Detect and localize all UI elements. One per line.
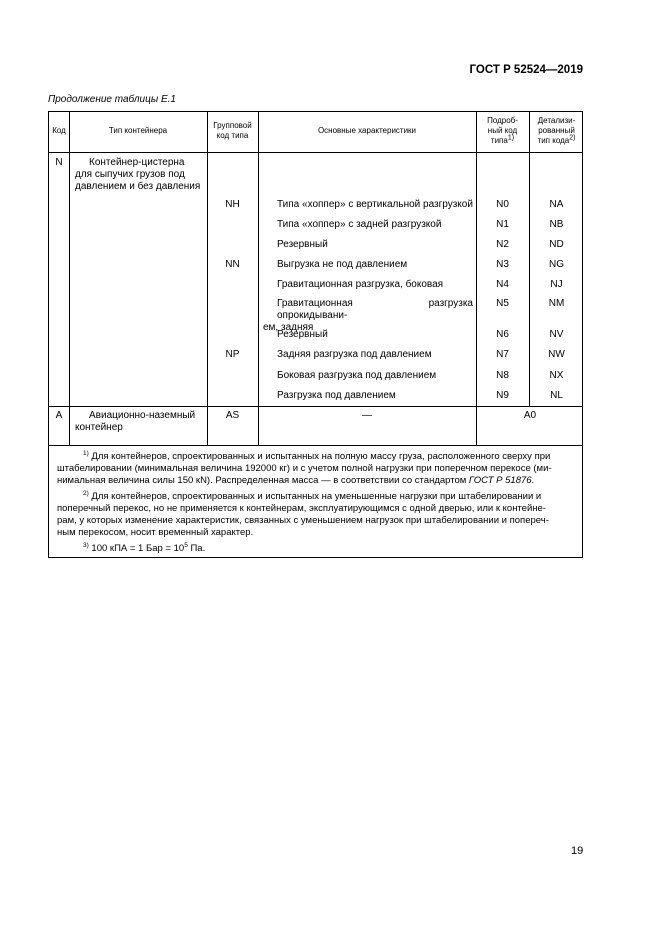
footnote-3: $^{3)}$ 100 кПА = 1 Бар = $10^5$ Па. xyxy=(83,541,206,554)
row-detailed-code: NW xyxy=(548,349,565,360)
row-characteristic: Выгрузка не под давлением xyxy=(277,259,408,270)
code-a: A xyxy=(55,410,63,421)
header-detailed-line1: Детализи- xyxy=(537,116,576,125)
row-detailed-code: NG xyxy=(549,259,564,270)
type-n-line2: для сыпучих грузов под xyxy=(75,169,185,180)
header-detail-line1: Подроб- xyxy=(487,116,518,125)
row-detailed-code: NX xyxy=(549,370,564,381)
row-detailed-code: NB xyxy=(549,219,564,230)
row-detail-code: N5 xyxy=(496,298,509,309)
header-characteristics: Основные характеристики xyxy=(317,126,417,135)
row-detailed-code: ND xyxy=(549,239,564,250)
row-detailed-code: NA xyxy=(549,199,564,210)
row-characteristic: Разгрузка под давлением xyxy=(277,390,396,401)
col-divider-code xyxy=(69,112,70,406)
header-detail xyxy=(476,116,529,146)
row-detailed-code: NL xyxy=(550,390,563,401)
row-detail-code: N2 xyxy=(496,239,509,250)
row-characteristic: Типа «хоппер» с задней разгрузкой xyxy=(277,219,442,230)
header-detail-line2: ный код xyxy=(487,126,518,135)
type-a-line2: контейнер xyxy=(75,422,123,433)
header-code: Код xyxy=(52,126,66,135)
row-detail-code: N9 xyxy=(496,390,509,401)
section-separator xyxy=(49,406,582,407)
row-detail-code: N0 xyxy=(496,199,509,210)
container-type-table xyxy=(48,111,583,558)
group-a: AS xyxy=(225,410,240,421)
header-detailed-line3: тип кода2) xyxy=(537,134,576,145)
header-group-line2: код типа xyxy=(216,131,249,140)
header-detailed xyxy=(529,116,584,146)
table-caption: Продолжение таблицы Е.1 xyxy=(48,94,176,105)
row-characteristic: Резервный xyxy=(277,239,328,250)
row-detailed-code: NM xyxy=(548,298,565,309)
row-characteristic: Задняя разгрузка под давлением xyxy=(277,349,432,360)
type-n xyxy=(75,157,205,193)
code-n: N xyxy=(55,157,63,168)
row-detail-code: N1 xyxy=(496,219,509,230)
row-group-code: NN xyxy=(225,259,240,270)
type-a xyxy=(75,410,205,434)
row-detail-code: N7 xyxy=(496,349,509,360)
header-group-line1: Групповой xyxy=(213,121,252,130)
row-characteristic: Гравитационная разгрузка, боковая xyxy=(277,279,444,290)
row-detail-code: N6 xyxy=(496,329,509,340)
type-a-line1: Авиационно-наземный xyxy=(89,410,196,421)
standard-header: ГОСТ Р 52524—2019 xyxy=(469,64,583,76)
row-detail-code: N3 xyxy=(496,259,509,270)
header-separator xyxy=(49,152,582,153)
row-detailed-code: NV xyxy=(549,329,564,340)
header-detailed-line2: рованный xyxy=(538,126,575,135)
row-detail-code: N4 xyxy=(496,279,509,290)
type-n-line3: давлением и без давления xyxy=(75,181,201,192)
row-characteristic: Боковая разгрузка под давлением xyxy=(277,370,437,381)
merged-code-a: A0 xyxy=(523,410,537,421)
header-type: Тип контейнера xyxy=(108,126,168,135)
row-detailed-code: NJ xyxy=(550,279,563,290)
characteristics-a: — xyxy=(362,410,372,421)
row-characteristic: Типа «хоппер» с вертикальной разгрузкой xyxy=(277,199,473,210)
row-group-code: NP xyxy=(225,349,240,360)
header-detail-line3: типа1) xyxy=(490,134,515,145)
col-divider-group xyxy=(258,112,259,445)
footnote-2: $^{2)}$ Для контейнеров, спроектированных и испытанных на уменьшенные нагрузки при штабелировании и поперечный перекос, но не применяется к контейнерам, эксплуатирующимся с одной дверью, или к контейне- рам, у которых изменение характеристик, связанных с уменьшением нагрузок при штабелировании и попереч- ным перекосом, носит временный характер. xyxy=(57,489,549,538)
footnote-separator xyxy=(49,445,582,446)
col-divider-type xyxy=(207,112,208,445)
footnote-1: $^{1)}$ Для контейнеров, спроектированных и испытанных на полную массу груза, расположенного сверху при штабелировании (минимальная величина 192000 кг) и с учетом полной нагрузки при поперечном перекосе (ми- нимальная величина силы 150 кN). Распределенная масса — в соответствии со стандартом ГОСТ Р 51876. xyxy=(57,449,552,486)
row-characteristic: Гравитационная разгрузка опрокидывани- ем, задняя xyxy=(263,298,473,333)
row-group-code: NH xyxy=(225,199,240,210)
header-group xyxy=(207,121,258,141)
row-characteristic: Резервный xyxy=(277,329,328,340)
row-detail-code: N8 xyxy=(496,370,509,381)
col-divider-code-a xyxy=(69,406,70,445)
type-n-line1: Контейнер-цистерна xyxy=(89,157,185,168)
page-number: 19 xyxy=(571,845,584,857)
